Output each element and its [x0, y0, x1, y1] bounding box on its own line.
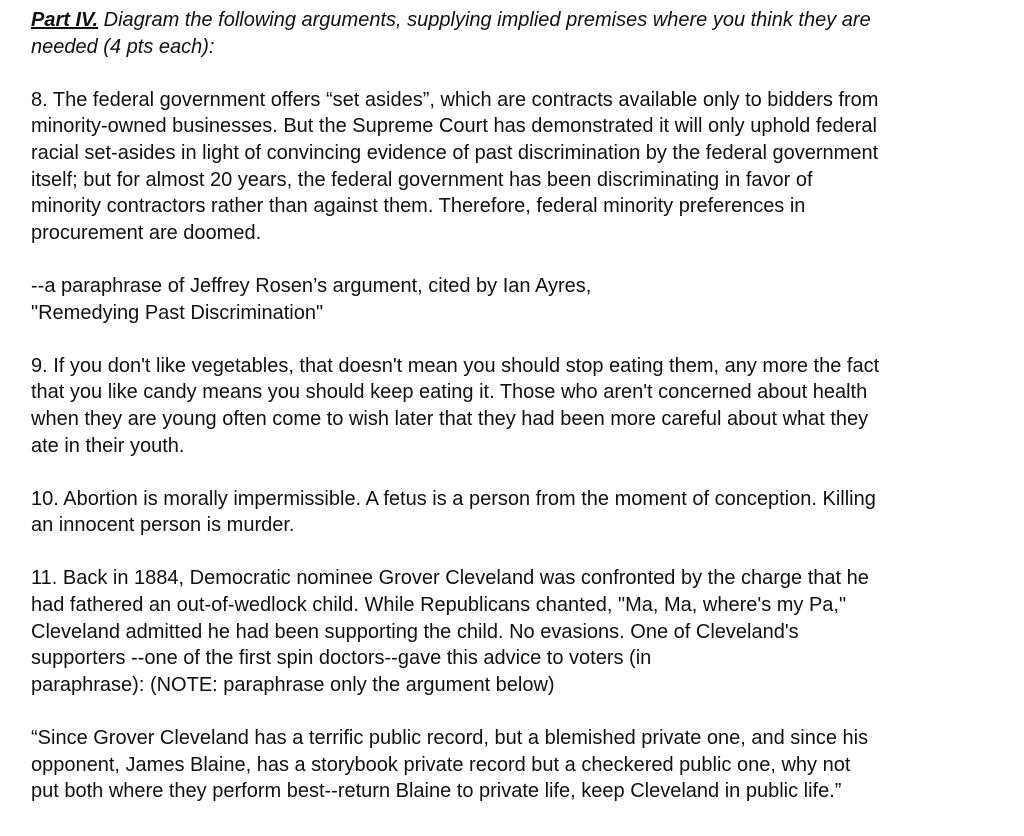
q9-line: when they are young often come to wish later that they had been more careful about what they [31, 407, 869, 430]
q8-line: racial set-asides in light of convincing evidence of past discrimination by the federal government [31, 141, 879, 164]
citation-line: "Remedying Past Discrimination" [31, 301, 324, 324]
citation-line: --a paraphrase of Jeffrey Rosen’s argument, cited by Ian Ayres, [31, 274, 592, 297]
q8-line: minority-owned businesses. But the Supreme Court has demonstrated it will only uphold federal [31, 115, 877, 138]
q11-line: supporters --one of the first spin doctors--gave this advice to voters (in [31, 647, 652, 670]
q8-line: 8. The federal government offers “set asides”, which are contracts available only to bidders from [31, 88, 879, 111]
part-label: Part IV. [31, 9, 99, 31]
q11-line: had fathered an out-of-wedlock child. While Republicans chanted, "Ma, Ma, where's my Pa," [31, 594, 847, 617]
question-10 [31, 486, 1001, 539]
heading-line-1 [31, 7, 1001, 34]
q8-line: minority contractors rather than against them. Therefore, federal minority preferences in [31, 195, 806, 218]
part-heading [31, 7, 1001, 60]
quote-line: “Since Grover Cleveland has a terrific public record, but a blemished private one, and since his [31, 727, 869, 750]
q8-line: itself; but for almost 20 years, the federal government has been discriminating in favor of [31, 168, 813, 191]
q9-line: ate in their youth. [31, 434, 185, 457]
quote-line: opponent, James Blaine, has a storybook private record but a checkered public one, why not [31, 753, 851, 776]
instruction-text: Diagram the following arguments, supplying implied premises where you think they are [98, 9, 871, 31]
question-11-quote [31, 725, 1001, 805]
q11-line: paraphrase): (NOTE: paraphrase only the argument below) [31, 673, 555, 696]
question-8 [31, 87, 1001, 247]
question-9 [31, 353, 1001, 459]
heading-line-2: needed (4 pts each): [31, 35, 215, 58]
q10-line: an innocent person is murder. [31, 514, 295, 537]
q11-line: 11. Back in 1884, Democratic nominee Grover Cleveland was confronted by the charge that he [31, 567, 869, 590]
q9-line: that you like candy means you should keep eating it. Those who aren't concerned about health [31, 381, 868, 404]
q8-line: procurement are doomed. [31, 221, 262, 244]
quote-line: put both where they perform best--return Blaine to private life, keep Cleveland in public life.” [31, 780, 842, 803]
q9-line: 9. If you don't like vegetables, that doesn't mean you should stop eating them, any more the fact [31, 354, 880, 377]
q10-line: 10. Abortion is morally impermissible. A fetus is a person from the moment of conception. Killing [31, 487, 876, 510]
question-8-citation [31, 273, 1001, 326]
question-11 [31, 565, 1001, 698]
q11-line: Cleveland admitted he had been supporting the child. No evasions. One of Cleveland's [31, 620, 799, 643]
document-page [31, 7, 1001, 831]
